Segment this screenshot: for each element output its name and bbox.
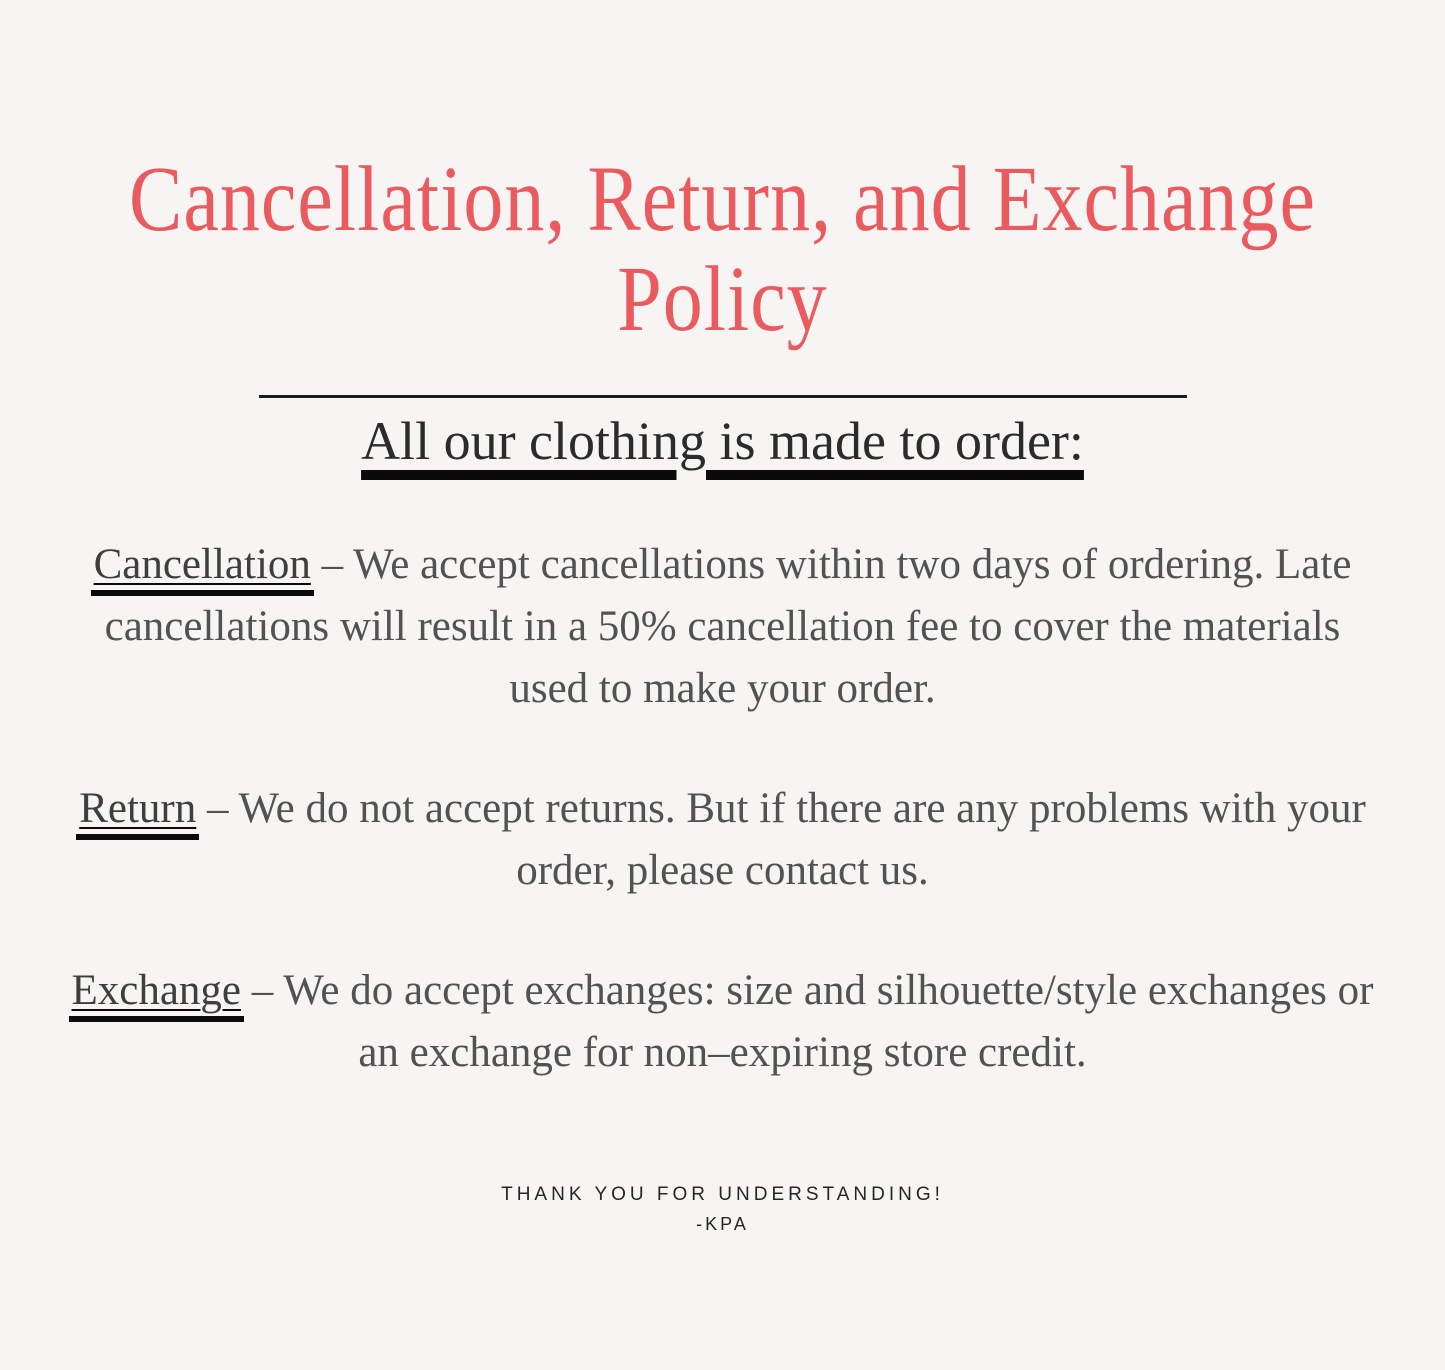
footer-signature: -KPA: [696, 1213, 749, 1234]
policy-return-text: – We do not accept returns. But if there are any problems with your order, please contact us.: [207, 784, 1366, 894]
policy-sections: [0, 534, 1445, 1084]
subtitle-made-to-order: All our clothing is made to order:: [361, 410, 1084, 471]
policy-return: [68, 778, 1378, 902]
policy-cancellation: [68, 534, 1378, 720]
policy-exchange: [68, 960, 1378, 1084]
policy-cancellation-text: – We accept cancellations within two days of ordering. Late cancellations will result in a 50% cancellation fee to cover the materials used to make your order.: [104, 540, 1352, 712]
title-divider: [259, 395, 1187, 398]
page-title: [0, 150, 1445, 350]
footer: [0, 1184, 1445, 1235]
footer-thanks: THANK YOU FOR UNDERSTANDING!: [501, 1183, 944, 1205]
policy-exchange-text: – We do accept exchanges: size and silhouette/style exchanges or an exchange for non–expiring store credit.: [251, 966, 1374, 1076]
page-title-line2: Policy: [617, 249, 828, 352]
policy-exchange-lead: Exchange: [72, 960, 242, 1022]
page-title-line1: Cancellation, Return, and Exchange: [129, 148, 1316, 251]
policy-cancellation-lead: Cancellation: [94, 534, 311, 596]
policy-return-lead: Return: [79, 778, 196, 840]
